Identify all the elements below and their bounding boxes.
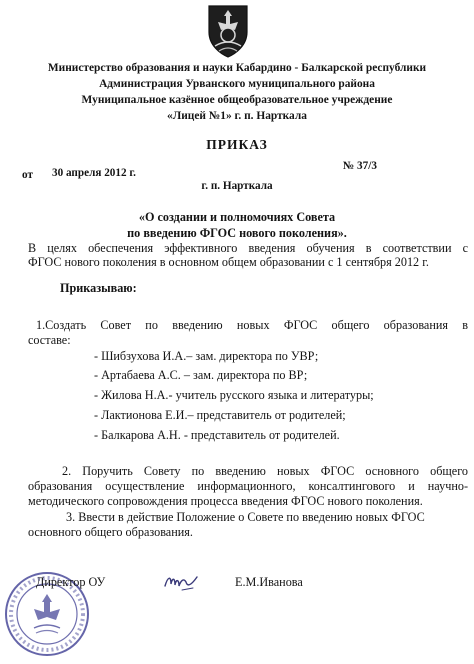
subject-line-1: «О создании и полномочиях Совета (138, 210, 336, 224)
member-item: - Лактионова Е.И.– представитель от родителей; (94, 408, 346, 422)
member-item: - Артабаева А.С. – зам. директора по ВР; (94, 368, 308, 382)
coat-of-arms-icon (205, 2, 251, 58)
item-3-line-2: основного общего образования. (28, 525, 193, 539)
date-prefix: от (22, 169, 33, 181)
subject-line-2: по введению ФГОС нового поколения». (127, 226, 347, 240)
order-date: 30 апреля 2012 г. (52, 167, 136, 179)
handwritten-signature-icon (162, 568, 200, 594)
director-role: Директор ОУ (36, 575, 106, 589)
order-number: № 37/3 (343, 160, 377, 172)
ministry-line: Министерство образования и науки Кабардино - Балкарской республики (47, 62, 427, 74)
preamble-line-2: ФГОС нового поколения в основном общем образовании с 1 сентября 2012 г. (28, 255, 429, 269)
lyceum-line: «Лицей №1» г. п. Нарткала (167, 110, 307, 122)
preamble-line-1: В целях обеспечения эффективного введения обучения в соответствии с (28, 241, 468, 255)
administration-line: Администрация Урванского муниципального района (99, 78, 375, 90)
member-item: - Жилова Н.А.- учитель русского языка и литературы; (94, 388, 374, 402)
document-title: ПРИКАЗ (206, 137, 268, 152)
order-place: г. п. Нарткала (201, 180, 273, 192)
institution-line: Муниципальное казённое общеобразовательное учреждение (81, 94, 393, 106)
decree-word: Приказываю: (60, 281, 137, 295)
item-2-line-3: методического сопровождения процесса введения ФГОС нового поколения. (28, 494, 423, 508)
item-2-line-2: образования осуществление информационного, консалтингового и научно- (28, 479, 468, 493)
item-3-line-1: 3. Ввести в действие Положение о Совете по введению новых ФГОС (66, 510, 425, 524)
director-name: Е.М.Иванова (235, 575, 303, 589)
item-1-line-2: составе: (28, 333, 71, 347)
item-1-line-1: 1.Создать Совет по введению новых ФГОС общего образования в (36, 318, 468, 332)
item-2-line-1: 2. Поручить Совету по введению новых ФГОС основного общего (62, 464, 468, 478)
member-item: - Шибзухова И.А.– зам. директора по УВР; (94, 349, 319, 363)
member-item: - Балкарова А.Н. - представитель от родителей. (94, 428, 340, 442)
